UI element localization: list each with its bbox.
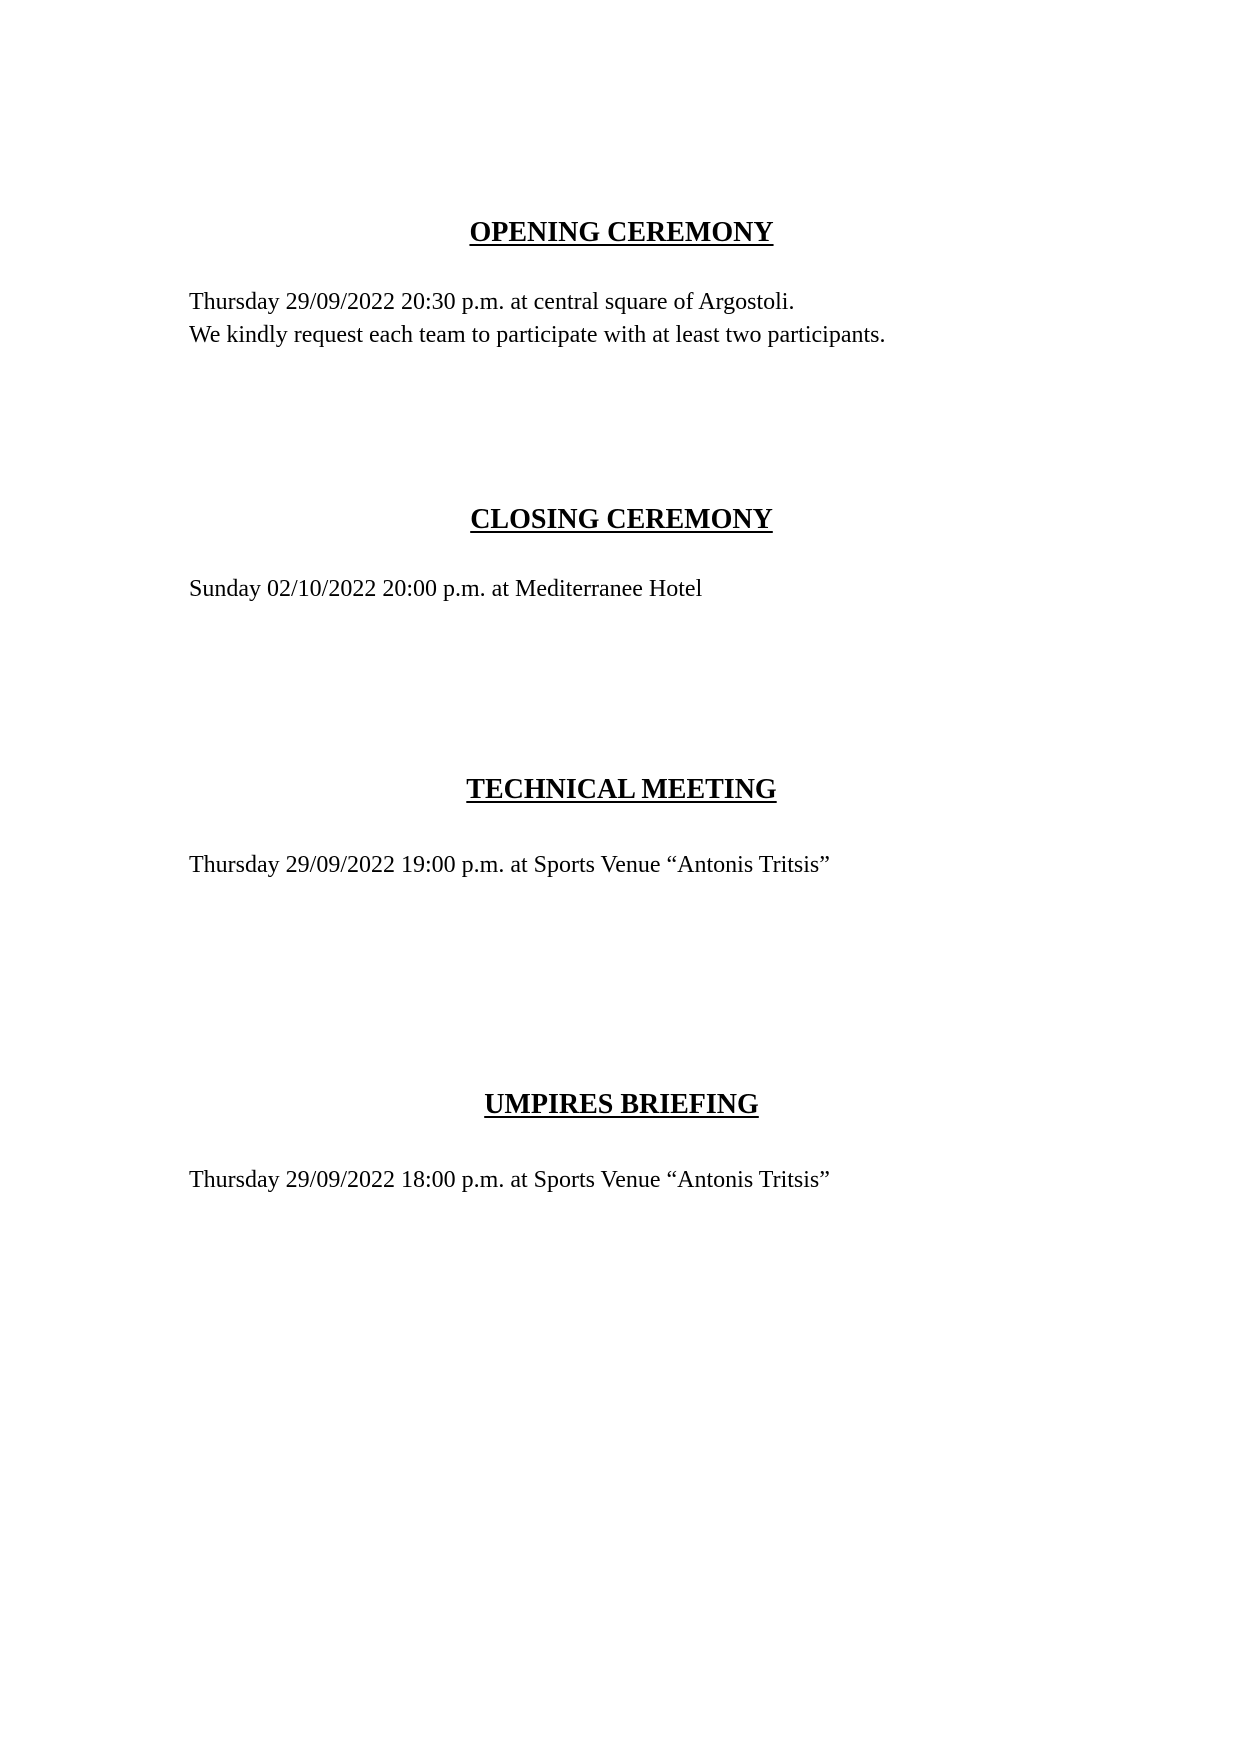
opening-ceremony-section xyxy=(0,216,1241,250)
umpires-briefing-section xyxy=(0,1088,1241,1122)
technical-meeting-section xyxy=(0,773,1241,807)
section-text-line: Thursday 29/09/2022 20:30 p.m. at central square of Argostoli. xyxy=(189,289,795,315)
section-text-line: Thursday 29/09/2022 19:00 p.m. at Sports Venue “Antonis Tritsis” xyxy=(189,852,830,878)
closing-ceremony-section xyxy=(0,503,1241,537)
section-heading: CLOSING CEREMONY xyxy=(470,504,773,535)
section-heading: TECHNICAL MEETING xyxy=(466,774,777,805)
section-text-line: Sunday 02/10/2022 20:00 p.m. at Mediterranee Hotel xyxy=(189,576,703,602)
section-text-line: We kindly request each team to participate with at least two participants. xyxy=(189,322,886,348)
section-text-line: Thursday 29/09/2022 18:00 p.m. at Sports Venue “Antonis Tritsis” xyxy=(189,1167,830,1193)
section-heading: UMPIRES BRIEFING xyxy=(484,1089,759,1120)
section-heading: OPENING CEREMONY xyxy=(469,217,774,248)
